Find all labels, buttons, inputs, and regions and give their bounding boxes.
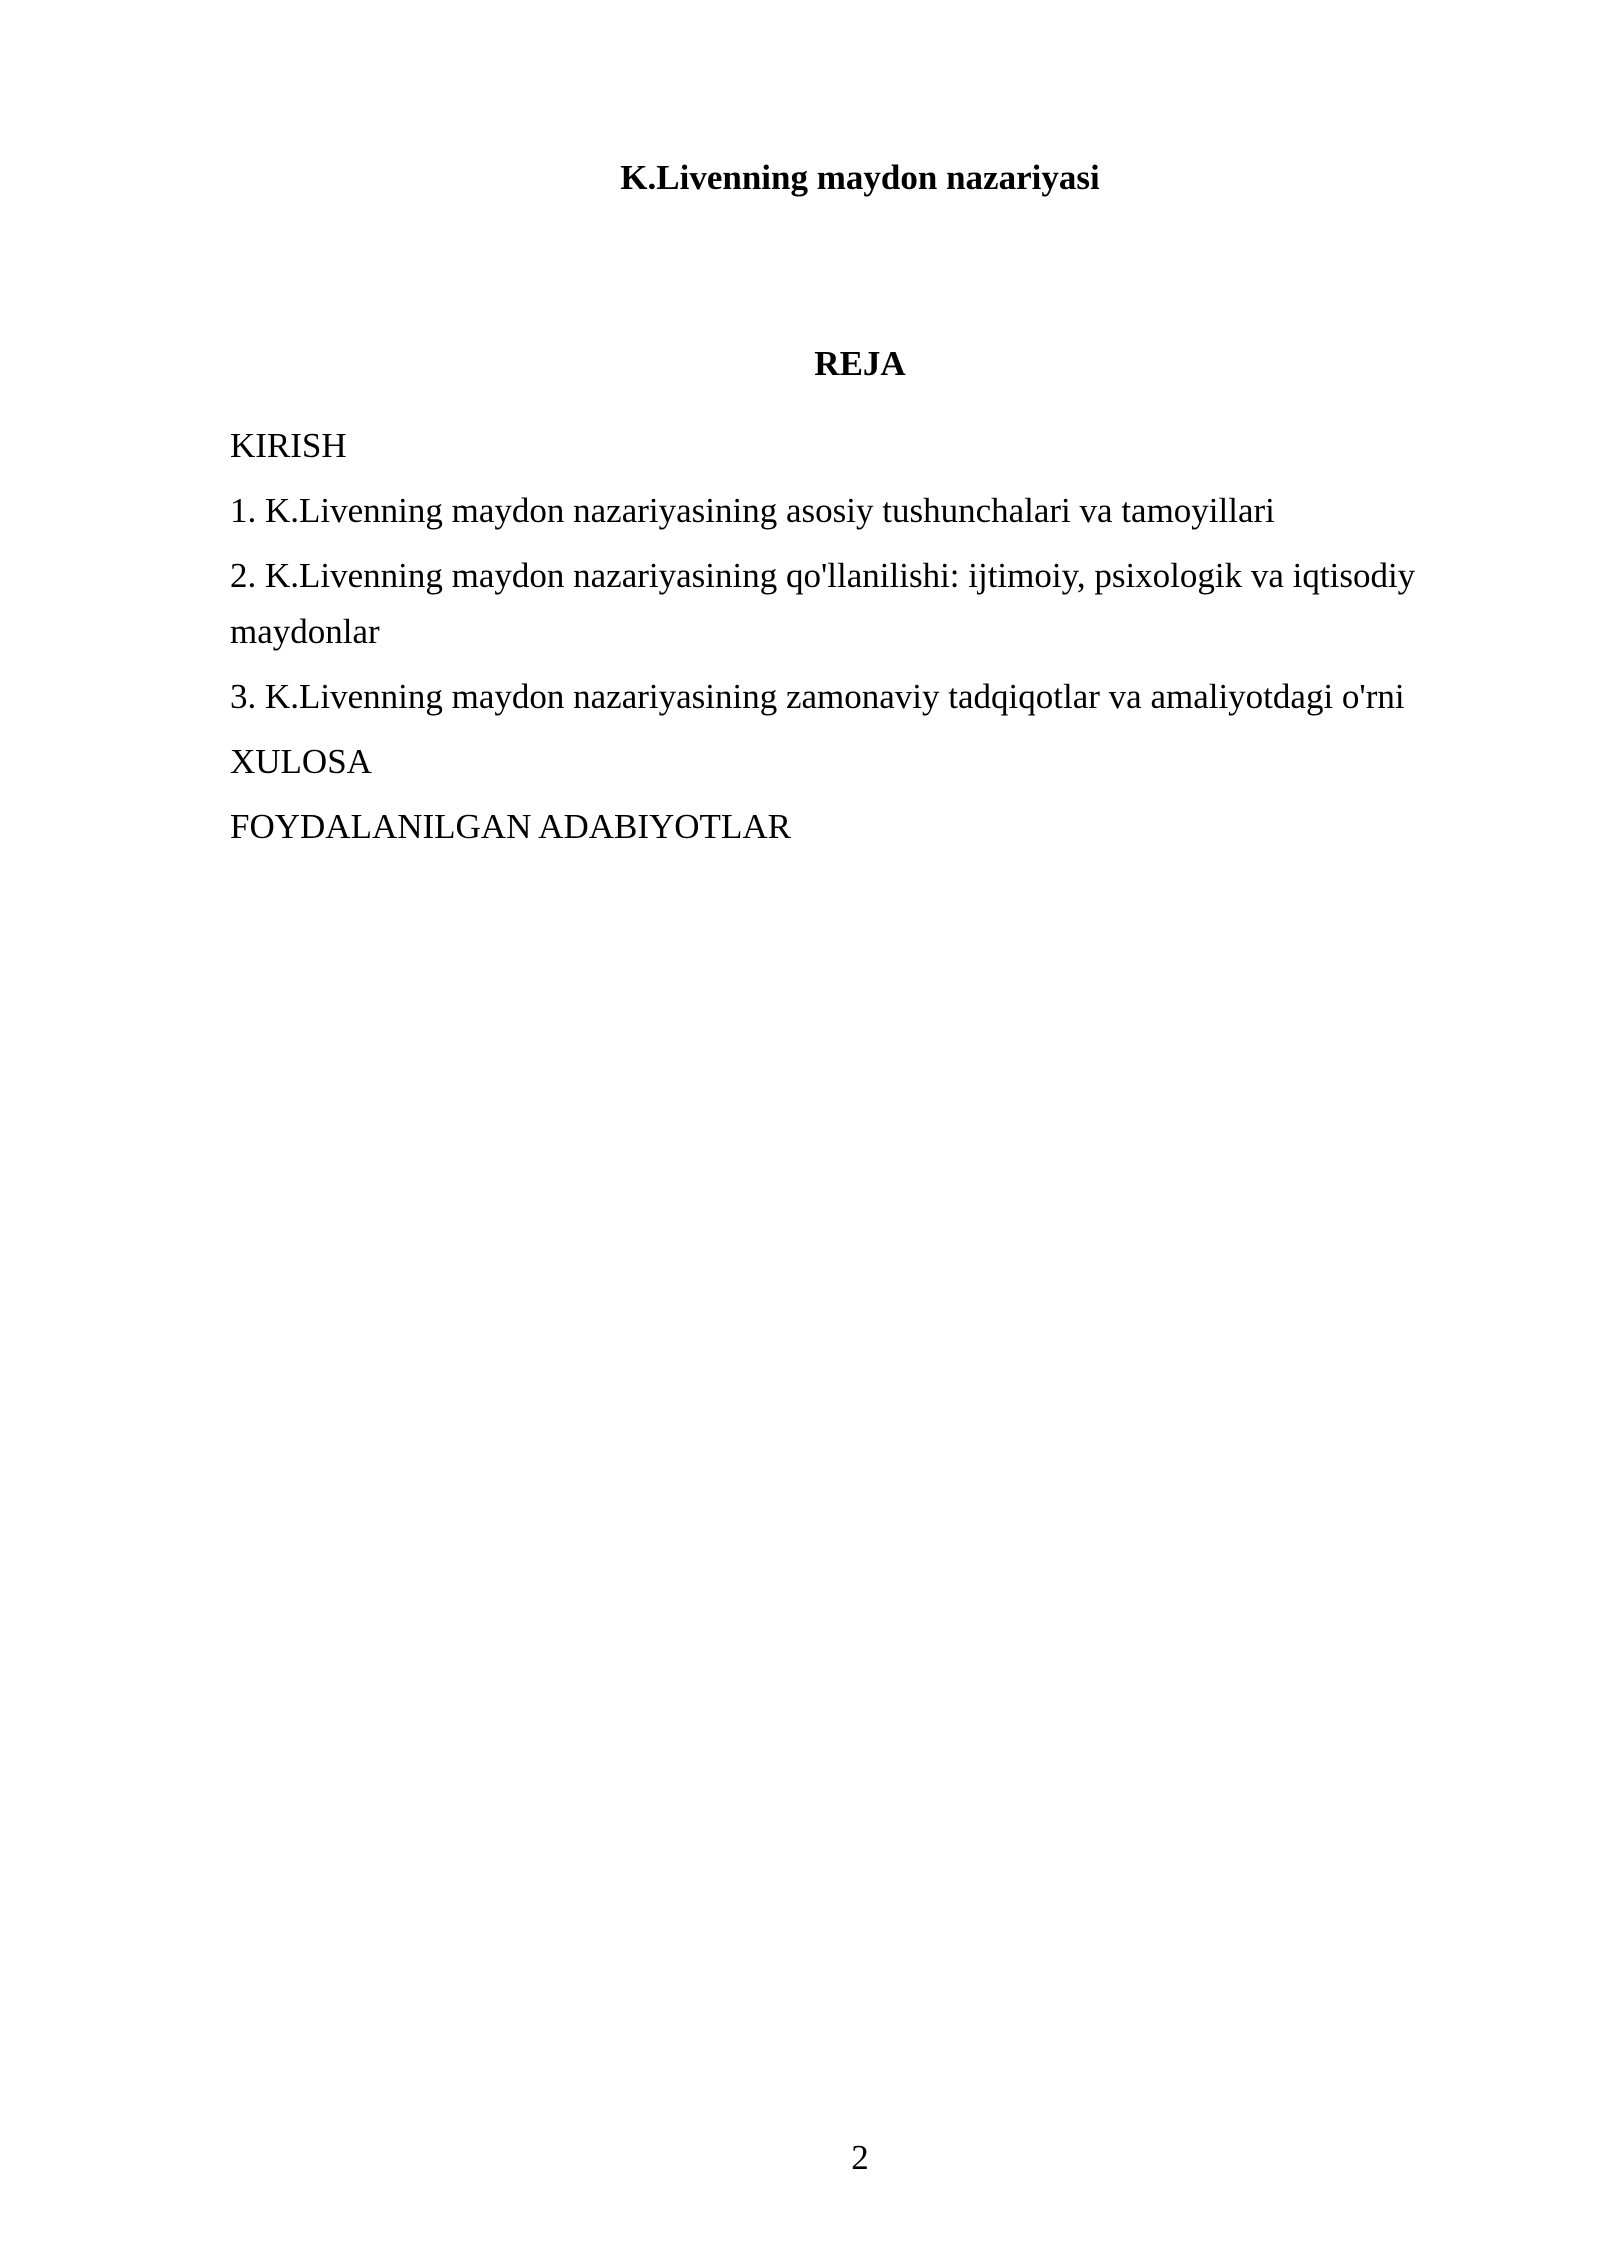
plan-item-3: 3. K.Livenning maydon nazariyasining zamonaviy tadqiqotlar va amaliyotdagi o'rni — [230, 677, 1405, 716]
plan-item-1: 1. K.Livenning maydon nazariyasining asosiy tushunchalari va tamoyillari — [230, 491, 1275, 530]
plan-item-references: FOYDALANILGAN ADABIYOTLAR — [230, 807, 791, 846]
plan-item-conclusion: XULOSA — [230, 742, 372, 781]
plan-heading: REJA — [814, 344, 906, 383]
page-number: 2 — [851, 2138, 869, 2177]
plan-item-2: 2. K.Livenning maydon nazariyasining qo'llanilishi: ijtimoiy, psixologik va iqtisodiy maydonlar — [230, 556, 1416, 651]
document-title: K.Livenning maydon nazariyasi — [620, 158, 1100, 197]
plan-list — [230, 418, 1430, 864]
plan-item-introduction: KIRISH — [230, 426, 347, 465]
